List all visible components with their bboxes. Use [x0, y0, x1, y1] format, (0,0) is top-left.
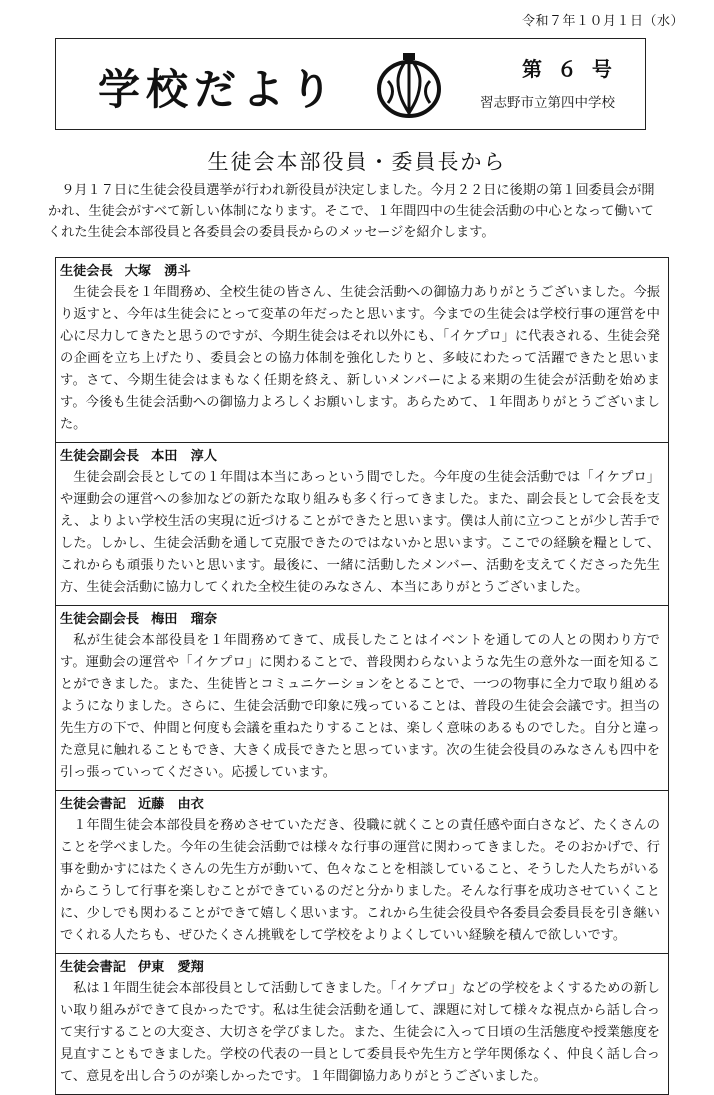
- newsletter-title: 学校だより: [98, 65, 339, 114]
- message-card: [56, 258, 668, 443]
- messages-box: [55, 257, 669, 1095]
- message-text: 生徒会長を１年間務め、全校生徒の皆さん、生徒会活動への御協力ありがとうございました。今振り返すと、今年は生徒会にとって変革の年だったと思います。今までの生徒会は学校行事の運営を中心に尽力してきたと思うのですが、今期生徒会はそれ以外にも、「イケプロ」に代表される、生徒会発の企画を立ち上げたり、委員会との協力体制を強化したりと、多岐にわたって活躍できたと思います。さて、今期生徒会はまもなく任期を終え、新しいメンバーによる来期の生徒会が活動を始めます。今後も生徒会活動への御協力よろしくお願いします。あらためて、１年間ありがとうございました。: [60, 285, 660, 432]
- message-author: 梅田 瑠奈: [151, 612, 218, 627]
- issue-number: 第 ６ 号: [522, 57, 616, 81]
- message-author: 本田 淳人: [151, 449, 218, 464]
- message-role: 生徒会書記: [60, 960, 126, 975]
- message-text: 私が生徒会本部役員を１年間務めてきて、成長したことはイベントを通しての人との関わり方です。運動会の運営や「イケプロ」に関わることで、普段関わらないような先生の意外な一面を知ることができました。また、生徒皆とコミュニケーションをとることで、一つの物事に全力で取り組めるようになりました。さらに、生徒会活動で印象に残っていることは、普段の生徒会会議です。担当の先生方の下で、仲間と何度も会議を重ねたりすることは、楽しく意味のあるものでした。自分と違った意見に触れることもでき、大きく成長できたと思っています。次の生徒会役員のみなさんも四中を引っ張っていってください。応援しています。: [60, 633, 660, 780]
- message-card: [56, 606, 668, 791]
- message-role: 生徒会副会長: [60, 449, 140, 464]
- message-text: 私は１年間生徒会本部役員として活動してきました。「イケプロ」などの学校をよくするための新しい取り組みができて良かったです。私は生徒会活動を通して、課題に対して様々な視点から話し合って実行することの大変さ、大切さを学びました。また、生徒会に入って日頃の生活態度や授業態度を見直すこともできました。学校の代表の一員として委員長や先生方と学年関係なく、仲良く話し合って、意見を出し合うのが楽しかったです。１年間御協力ありがとうございました。: [60, 981, 660, 1084]
- school-name: 習志野市立第四中学校: [480, 95, 615, 111]
- message-role: 生徒会長: [60, 264, 113, 279]
- intro-paragraph: ９月１７日に生徒会役員選挙が行われ新役員が決定しました。今月２２日に後期の第１回委員会が開かれ、生徒会がすべて新しい体制になります。そこで、１年間四中の生徒会活動の中心となって働いてくれた生徒会本部役員と各委員会の委員長からのメッセージを紹介します。: [48, 183, 655, 240]
- school-emblem-icon: [374, 51, 444, 121]
- message-author: 伊東 愛翔: [137, 960, 204, 975]
- issue-date: 令和７年１０月１日（水）: [521, 14, 684, 29]
- message-card: [56, 443, 668, 606]
- message-card: [56, 954, 668, 1094]
- message-author: 大塚 湧斗: [124, 264, 191, 279]
- message-role: 生徒会副会長: [60, 612, 140, 627]
- message-role: 生徒会書記: [60, 797, 126, 812]
- message-card: [56, 791, 668, 954]
- message-author: 近藤 由衣: [137, 797, 204, 812]
- masthead: [55, 38, 646, 130]
- message-text: 生徒会副会長としての１年間は本当にあっという間でした。今年度の生徒会活動では「イケプロ」や運動会の運営への参加などの新たな取り組みも多く行ってきました。また、副会長として会長を支え、よりよい学校生活の実現に近づけることができたと思います。僕は人前に立つことが少し苦手でした。しかし、生徒会活動を通して克服できたのではないかと思います。ここでの経験を糧として、これからも頑張りたいと思います。最後に、一緒に活動したメンバー、活動を支えてくださった先生方、生徒会活動に協力してくれた全校生徒のみなさん、本当にありがとうございました。: [60, 470, 660, 595]
- message-text: １年間生徒会本部役員を務めさせていただき、役職に就くことの責任感や面白さなど、たくさんのことを学べました。今年の生徒会活動では様々な行事の運営に関わってきました。そのおかげで、行事を動かすにはたくさんの先生方が動いて、色々なことを相談していること、そうした人たちがいるからこうして行事を楽しむことができているのだと分かりました。そんな行事を成功させていくことに、少しでも関わることができて嬉しく思います。これから生徒会役員や各委員会委員長を引き継いでくれる人たちも、ぜひたくさん挑戦をして学校をよりよくしていい経験を積んで欲しいです。: [60, 818, 660, 943]
- article-headline: 生徒会本部役員・委員長から: [207, 150, 507, 174]
